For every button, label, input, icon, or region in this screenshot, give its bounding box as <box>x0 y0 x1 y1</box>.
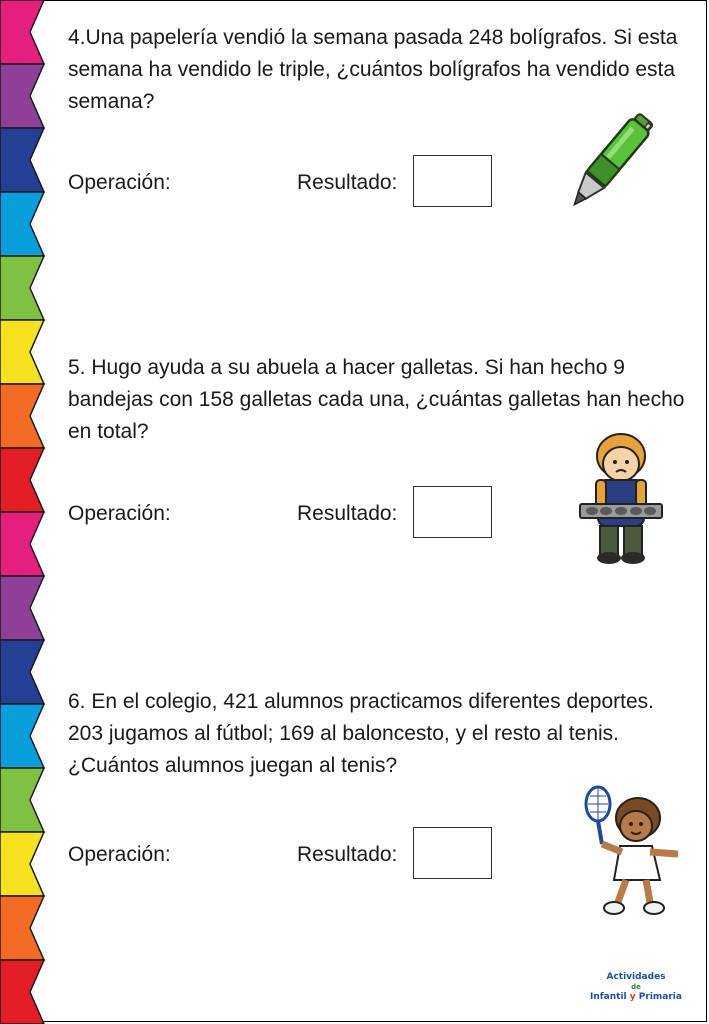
ribbon-segment <box>0 384 44 448</box>
ribbon-segment <box>0 768 44 832</box>
ribbon-segment <box>0 320 44 384</box>
logo-word-y: y <box>629 992 636 1002</box>
ribbon-segment <box>0 256 44 320</box>
ribbon-segment <box>0 640 44 704</box>
ribbon-segment <box>0 64 44 128</box>
problem-4-result-box[interactable] <box>413 155 492 207</box>
baker-child-icon <box>576 428 666 568</box>
problem-6-operation-label: Operación: <box>68 843 171 866</box>
problem-5-operation-label: Operación: <box>68 502 171 525</box>
logo <box>568 972 704 1020</box>
rainbow-ribbon-border <box>0 0 50 1024</box>
logo-line-3 <box>568 992 704 1003</box>
pen-icon <box>566 100 656 222</box>
logo-word-infantil: Infantil <box>590 992 627 1002</box>
ribbon-segment <box>0 448 44 512</box>
tennis-player-icon <box>580 784 685 920</box>
ribbon-segment <box>0 128 44 192</box>
problem-6-text: 6. En el colegio, 421 alumnos practicamos diferentes deportes. 203 jugamos al fútbol; 169 al baloncesto, y el resto al tenis. ¿Cuántos alumnos juegan al tenis? <box>68 690 655 777</box>
logo-line-1: Actividades <box>606 972 666 982</box>
ribbon-segment <box>0 192 44 256</box>
ribbon-segment <box>0 512 44 576</box>
problem-5-result-box[interactable] <box>413 486 492 538</box>
problem-4-text: 4.Una papelería vendió la semana pasada 248 bolígrafos. Si esta semana ha vendido le triple, ¿cuántos bolígrafos ha vendido esta semana? <box>68 26 678 113</box>
problem-5-text: 5. Hugo ayuda a su abuela a hacer galletas. Si han hecho 9 bandejas con 158 galletas cada una, ¿cuántas galletas han hecho en total? <box>68 356 685 443</box>
ribbon-segment <box>0 960 44 1024</box>
problem-4-result-label: Resultado: <box>297 171 398 194</box>
problem-6-result-label: Resultado: <box>297 843 398 866</box>
ribbon-segment <box>0 576 44 640</box>
problem-4-operation-label: Operación: <box>68 171 171 194</box>
ribbon-segment <box>0 704 44 768</box>
problem-6-result-box[interactable] <box>413 827 492 879</box>
ribbon-segment <box>0 896 44 960</box>
logo-line-2: de <box>631 983 641 991</box>
logo-word-primaria: Primaria <box>638 992 682 1002</box>
ribbon-segment <box>0 832 44 896</box>
problem-5-result-label: Resultado: <box>297 502 398 525</box>
ribbon-segment <box>0 0 44 64</box>
